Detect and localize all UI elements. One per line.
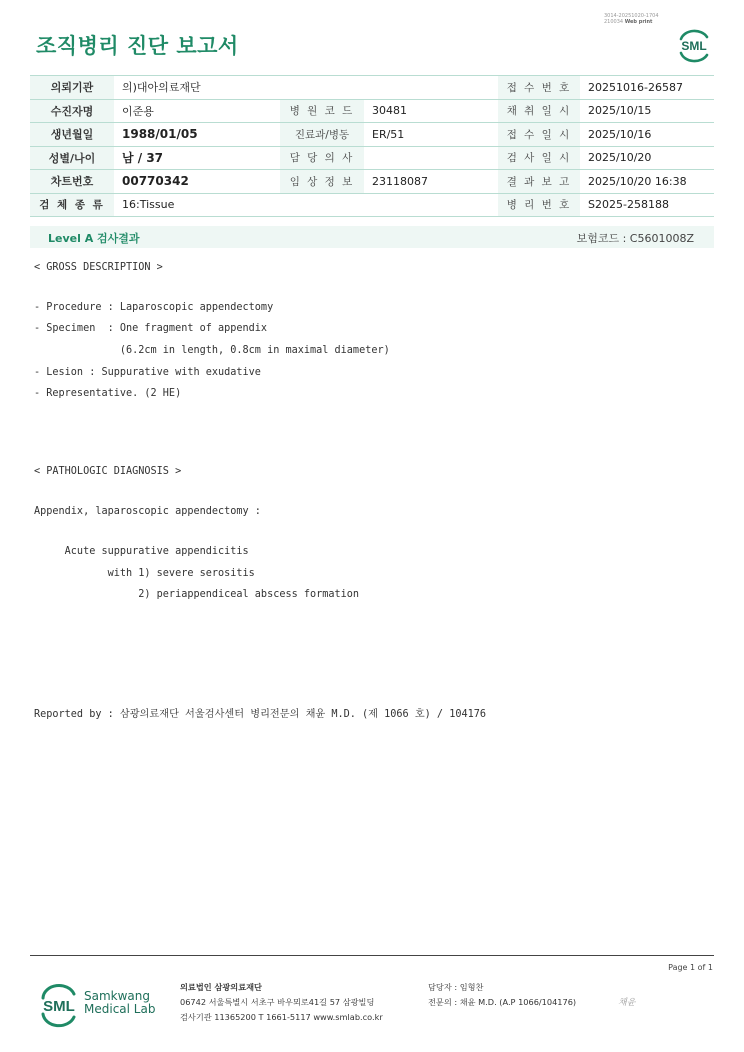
label-chart-number: 차트번호 <box>30 170 114 194</box>
sml-logo-icon <box>38 980 80 1028</box>
gross-representative: - Representative. (2 HE) <box>34 388 182 399</box>
brand-line-2: Medical Lab <box>84 1002 156 1016</box>
label-patient-name: 수진자명 <box>30 99 114 123</box>
diagnosis-specimen-line: Appendix, laparoscopic appendectomy : <box>34 506 261 517</box>
label-sex-age: 성별/나이 <box>30 146 114 170</box>
table-row <box>30 146 714 170</box>
brand-name <box>84 990 155 1016</box>
label-receipt-number: 접 수 번 호 <box>498 76 580 100</box>
value-hospital-code: 30481 <box>364 99 498 123</box>
value-birth-date: 1988/01/05 <box>114 123 280 147</box>
reported-by: Reported by : 삼광의료재단 서울검사센터 병리전문의 채윤 M.D. (제 1066 호) / 104176 <box>34 709 486 720</box>
staff-specialist: 전문의 : 채윤 M.D. (A.P 1066/104176) <box>428 997 577 1007</box>
brand-line-1: Samkwang <box>84 989 150 1003</box>
value-patient-name: 이준용 <box>114 99 280 123</box>
web-print-code-2: 210034 <box>604 19 624 25</box>
label-attending-doctor: 담 당 의 사 <box>280 146 364 170</box>
signature: 채윤 <box>618 998 636 1008</box>
table-row <box>30 193 714 217</box>
value-pathology-number: S2025-258188 <box>580 193 714 217</box>
value-collection-date: 2025/10/15 <box>580 99 714 123</box>
label-requesting-institution: 의뢰기관 <box>30 76 114 100</box>
gross-specimen-size: (6.2cm in length, 0.8cm in maximal diameter) <box>34 345 390 356</box>
label-receipt-date: 접 수 일 시 <box>498 123 580 147</box>
result-level-bar <box>30 226 714 248</box>
diagnosis-detail-1: with 1) severe serositis <box>34 568 255 579</box>
staff-manager: 담당자 : 임형찬 <box>428 982 484 992</box>
organization-contact: 검사기관 11365200 T 1661-5117 www.smlab.co.kr <box>180 1012 383 1022</box>
web-print-stamp <box>604 13 659 25</box>
organization-info <box>180 980 383 1025</box>
sml-logo-text: SML <box>43 998 75 1015</box>
insurance-code: 보험코드 : C5601008Z <box>576 232 694 245</box>
diagnosis-detail-2: 2) periappendiceal abscess formation <box>34 589 360 600</box>
report-title: 조직병리 진단 보고서 <box>36 34 239 58</box>
label-result-report: 결 과 보 고 <box>498 170 580 194</box>
value-clinical-info: 23118087 <box>364 170 498 194</box>
label-specimen-type: 검 체 종 류 <box>30 193 114 217</box>
value-test-date: 2025/10/20 <box>580 146 714 170</box>
value-receipt-number: 20251016-26587 <box>580 76 714 100</box>
diagnosis-main: Acute suppurative appendicitis <box>34 546 249 557</box>
staff-info <box>428 980 576 1010</box>
value-specimen-type: 16:Tissue <box>114 193 498 217</box>
organization-name: 의료법인 삼광의료재단 <box>180 982 262 992</box>
organization-address: 06742 서울특별시 서초구 바우뫼로41길 57 삼광빌딩 <box>180 997 375 1007</box>
web-print-label: Web print <box>624 19 653 25</box>
sml-logo-text: SML <box>681 39 707 53</box>
value-attending-doctor <box>364 146 498 170</box>
web-print-code: 3014-20251020-1704 <box>604 13 659 19</box>
value-requesting-institution: 의)대아의료재단 <box>114 76 498 100</box>
gross-procedure: - Procedure : Laparoscopic appendectomy <box>34 302 274 313</box>
label-birth-date: 생년월일 <box>30 123 114 147</box>
label-clinical-info: 임 상 정 보 <box>280 170 364 194</box>
label-department-ward: 진료과/병동 <box>280 123 364 147</box>
gross-description-heading: < GROSS DESCRIPTION > <box>34 262 163 273</box>
pathologic-diagnosis-heading: < PATHOLOGIC DIAGNOSIS > <box>34 466 182 477</box>
patient-info-table <box>30 75 714 217</box>
value-department-ward: ER/51 <box>364 123 498 147</box>
gross-specimen: - Specimen : One fragment of appendix <box>34 323 268 334</box>
gross-lesion: - Lesion : Suppurative with exudative <box>34 367 261 378</box>
table-row <box>30 76 714 100</box>
table-row <box>30 99 714 123</box>
result-level-label: Level A 검사결과 <box>48 232 140 245</box>
table-row <box>30 123 714 147</box>
value-sex-age: 남 / 37 <box>114 146 280 170</box>
label-collection-date: 채 취 일 시 <box>498 99 580 123</box>
label-test-date: 검 사 일 시 <box>498 146 580 170</box>
value-chart-number: 00770342 <box>114 170 280 194</box>
label-hospital-code: 병 원 코 드 <box>280 99 364 123</box>
value-result-report: 2025/10/20 16:38 <box>580 170 714 194</box>
value-receipt-date: 2025/10/16 <box>580 123 714 147</box>
sml-logo-icon <box>674 26 714 64</box>
table-row <box>30 170 714 194</box>
label-pathology-number: 병 리 번 호 <box>498 193 580 217</box>
footer-divider <box>30 955 714 956</box>
page-number: Page 1 of 1 <box>668 963 713 972</box>
